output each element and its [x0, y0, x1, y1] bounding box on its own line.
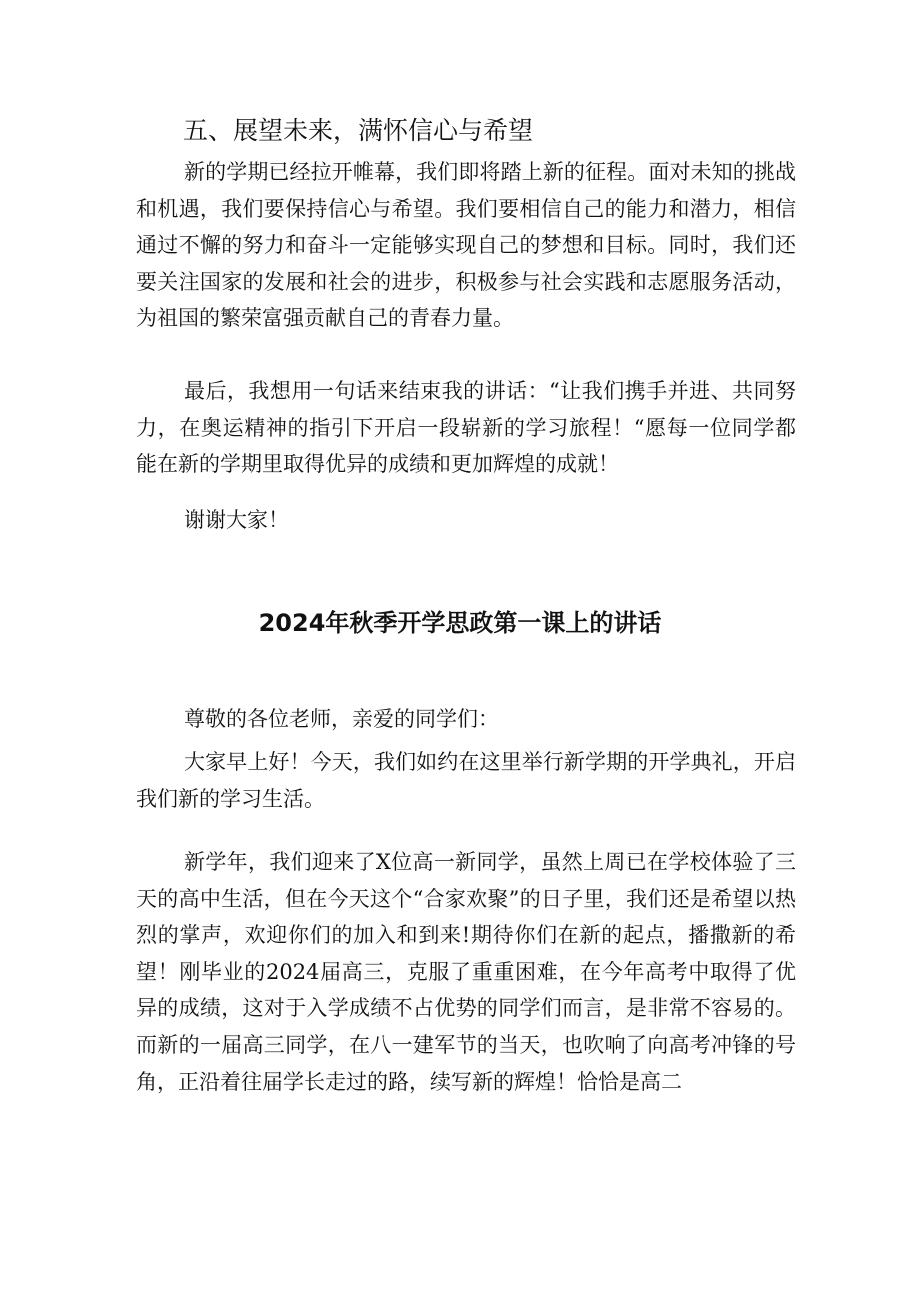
speech-title: 2024年秋季开学思政第一课上的讲话 [258, 609, 662, 637]
paragraph-future-outlook: 新的学期已经拉开帷幕，我们即将踏上新的征程。面对未知的挑战和机遇，我们要保持信心与希望。我们要相信自己的能力和潜力，相信通过不懈的努力和奋斗一定能够实现自己的梦想和目标。同时，我们还要关注国家的发展和社会的进步，积极参与社会实践和志愿服务活动，为祖国的繁荣富强贡献自己的青春力量。 [136, 160, 796, 331]
salutation: 尊敬的各位老师，亲爱的同学们： [184, 707, 499, 731]
paragraph-greeting: 大家早上好！今天，我们如约在这里举行新学期的开学典礼，开启我们新的学习生活。 [136, 750, 796, 811]
paragraph-closing-remarks: 最后，我想用一句话来结束我的讲话：“让我们携手并进、共同努力，在奥运精神的指引下开启一段崭新的学习旅程！“愿每一位同学都能在新的学期里取得优异的成绩和更加辉煌的成就！ [136, 379, 796, 477]
section-heading: 五、展望未来，满怀信心与希望 [183, 116, 534, 145]
paragraph-new-school-year: 新学年，我们迎来了X位高一新同学，虽然上周已在学校体验了三天的高中生活，但在今天这个“合家欢聚”的日子里，我们还是希望以热烈的掌声，欢迎你们的加入和到来!期待你们在新的起点，播撒新的希望！刚毕业的2024届高三，克服了重重困难，在今年高考中取得了优异的成绩，这对于入学成绩不占优势的同学们而言，是非常不容易的。而新的一届高三同学，在八一建军节的当天，也吹响了向高考冲锋的号角，正沿着往届学长走过的路，续写新的辉煌！恰恰是高二 [136, 850, 796, 1094]
paragraph-thanks: 谢谢大家！ [184, 508, 289, 532]
